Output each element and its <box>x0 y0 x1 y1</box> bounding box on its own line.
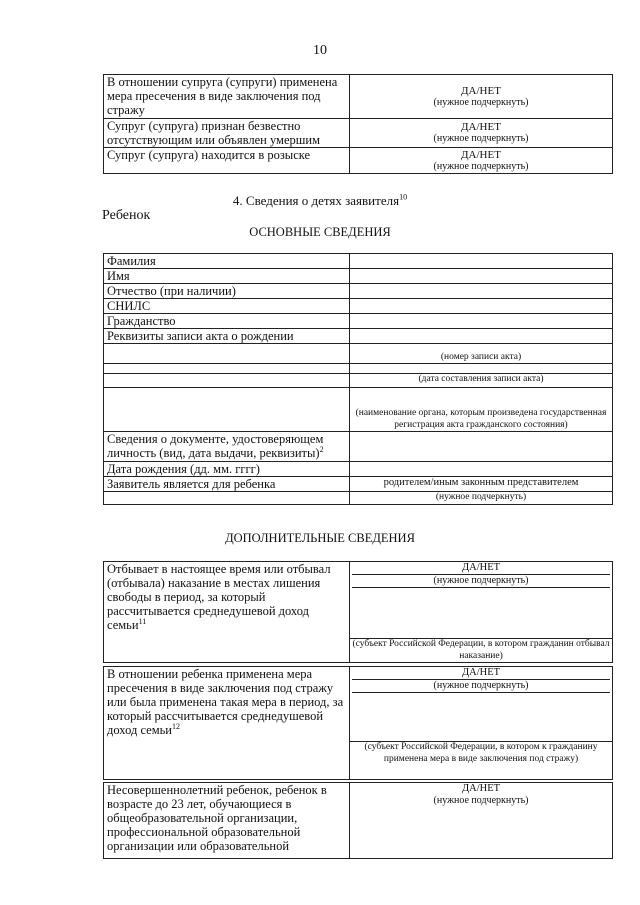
snils-field[interactable] <box>350 299 613 314</box>
spouse-missing-hint: (нужное подчеркнуть) <box>433 133 529 144</box>
applicant-hint: (нужное подчеркнуть) <box>435 492 527 502</box>
id-doc-footnote: 2 <box>319 444 324 454</box>
name-field[interactable] <box>350 269 613 284</box>
custody-footnote: 12 <box>172 721 180 731</box>
spouse-custody-hint: (нужное подчеркнуть) <box>433 96 529 108</box>
section-footnote: 10 <box>399 192 408 202</box>
applicant-is-label: Заявитель является для ребенка <box>104 477 350 492</box>
spouse-missing-value: ДА/НЕТ <box>461 121 501 133</box>
record-date-field[interactable] <box>350 364 613 374</box>
spouse-table <box>103 74 613 174</box>
additional-title: ДОПОЛНИТЕЛЬНЫЕ СВЕДЕНИЯ <box>225 531 415 545</box>
page-number: 10 <box>313 43 327 58</box>
custody-value[interactable]: ДА/НЕТ <box>352 667 610 680</box>
surname-label: Фамилия <box>104 254 350 269</box>
prison-value[interactable]: ДА/НЕТ <box>352 562 610 575</box>
patronymic-field[interactable] <box>350 284 613 299</box>
child-label: Ребенок <box>102 208 151 223</box>
registry-hint: (наименование органа, которым произведена государственная регистрация акта гражданского состояния) <box>355 408 607 430</box>
citizenship-field[interactable] <box>350 314 613 329</box>
basic-info-table <box>103 253 613 505</box>
record-number-hint: (номер записи акта) <box>440 351 522 362</box>
student-label: Несовершеннолетний ребенок, ребенок в возрасте до 23 лет, обучающиеся в общеобразовательной организации, профессиональной образовательной организации или образовательной <box>104 783 350 859</box>
birth-date-field[interactable] <box>350 462 613 477</box>
custody-label <box>104 667 350 780</box>
student-table <box>103 782 613 859</box>
spouse-missing-label: Супруг (супруга) признан безвестно отсутствующим или объявлен умершим <box>104 119 350 148</box>
prison-label-text: Отбывает в настоящее время или отбывал (отбывала) наказание в местах лишения свободы в период, за который рассчитывается среднедушевой доход семьи <box>107 562 331 632</box>
custody-region-hint: (субъект Российской Федерации, в котором к гражданину применена мера в виде заключения под стражу) <box>364 742 598 764</box>
prison-table <box>103 561 613 663</box>
birth-date-label: Дата рождения (дд. мм. гггг) <box>104 462 350 477</box>
id-doc-field[interactable] <box>350 432 613 462</box>
prison-label <box>104 562 350 663</box>
custody-label-text: В отношении ребенка применена мера пресечения в виде заключения под стражу или была применена такая мера в период, за который рассчитывается среднедушевой доход семьи <box>107 667 344 737</box>
snils-label: СНИЛС <box>104 299 350 314</box>
id-doc-label <box>104 432 350 462</box>
student-value[interactable]: ДА/НЕТ <box>461 783 501 794</box>
section-title-text: 4. Сведения о детях заявителя <box>232 193 400 208</box>
spouse-wanted-hint: (нужное подчеркнуть) <box>433 160 529 172</box>
birth-record-label: Реквизиты записи акта о рождении <box>104 329 350 344</box>
prison-footnote: 11 <box>138 616 147 626</box>
student-hint: (нужное подчеркнуть) <box>433 795 529 806</box>
custody-table <box>103 666 613 780</box>
citizenship-label: Гражданство <box>104 314 350 329</box>
birth-record-field[interactable] <box>350 329 613 344</box>
prison-region-hint: (субъект Российской Федерации, в котором гражданин отбывал наказание) <box>352 639 610 661</box>
custody-hint: (нужное подчеркнуть) <box>352 680 610 693</box>
section-title <box>0 193 640 209</box>
spouse-custody-value: ДА/НЕТ <box>461 84 501 97</box>
basic-title: ОСНОВНЫЕ СВЕДЕНИЯ <box>249 225 391 239</box>
applicant-value[interactable]: родителем/иным законным представителем <box>383 477 579 488</box>
prison-hint: (нужное подчеркнуть) <box>352 575 610 588</box>
record-date-hint: (дата составления записи акта) <box>418 374 544 384</box>
spouse-wanted-label: Супруг (супруга) находится в розыске <box>104 148 350 174</box>
surname-field[interactable] <box>350 254 613 269</box>
name-label: Имя <box>104 269 350 284</box>
spouse-custody-label: В отношении супруга (супруги) применена мера пресечения в виде заключения под стражу <box>104 75 350 119</box>
spouse-wanted-value: ДА/НЕТ <box>461 148 501 161</box>
id-doc-label-text: Сведения о документе, удостоверяющем личность (вид, дата выдачи, реквизиты) <box>107 432 324 460</box>
patronymic-label: Отчество (при наличии) <box>104 284 350 299</box>
